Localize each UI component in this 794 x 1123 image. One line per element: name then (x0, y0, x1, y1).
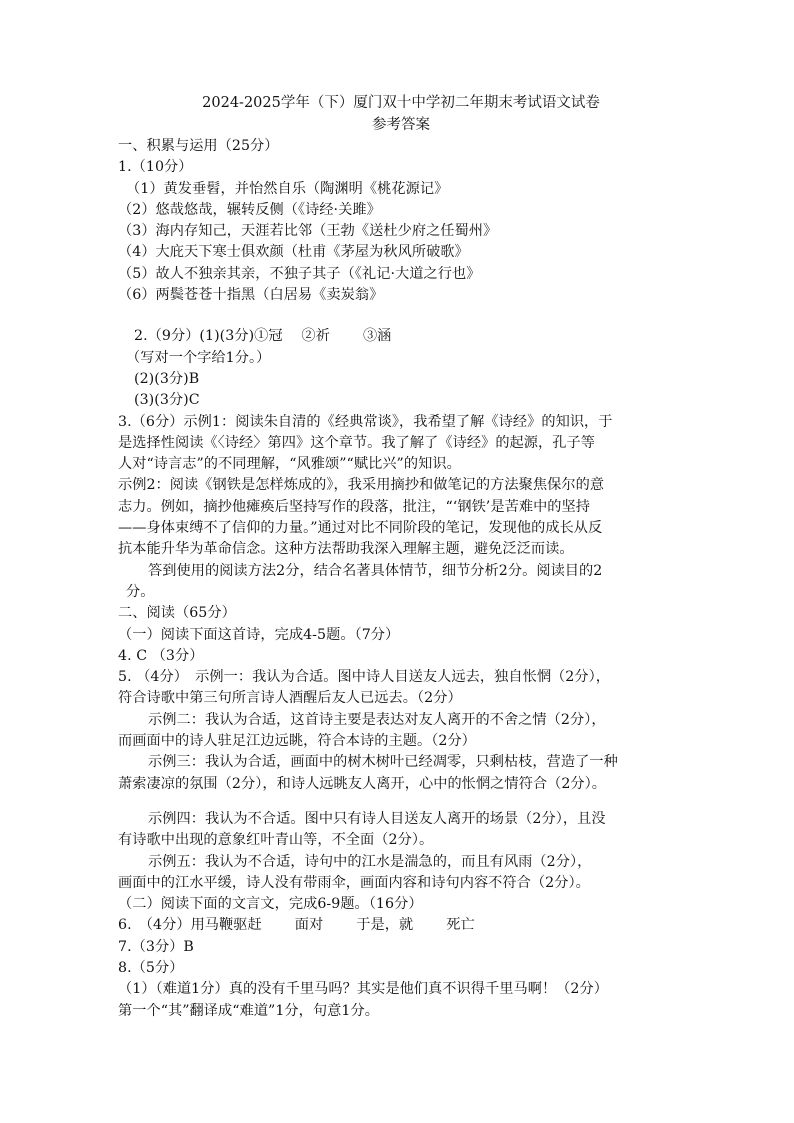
answer-line: 人对“诗言志”的不同理解，“风雅颂”“赋比兴”的知识。 (118, 456, 461, 473)
answer-document (118, 92, 684, 1022)
answer-line: （1）（难道1分）真的没有千里马吗？其实是他们真不识得千里马啊！（2分） (118, 981, 608, 998)
answer-line: (2)(3分)B (134, 370, 200, 387)
subsection-heading: （一）阅读下面这首诗，完成4-5题。（7分） (118, 626, 400, 643)
scoring-note: 答到使用的阅读方法2分，结合名著具体情节，细节分析2分。阅读目的2 (148, 562, 603, 579)
blank-line (118, 795, 684, 809)
answer-line: （6）两鬓苍苍十指黑（白居易《卖炭翁》 (118, 287, 384, 304)
answer-line: 6. （4分）用马鞭驱赶 面对 于是，就 死亡 (118, 917, 475, 934)
scoring-note: 分。 (126, 583, 155, 600)
answer-line: （4）大庇天下寒士俱欢颜（杜甫《茅屋为秋风所破歌》 (118, 244, 469, 261)
answer-line: （1）黄发垂髫，并怡然自乐（陶渊明《桃花源记》 (126, 180, 449, 197)
question-number: 1.（10分） (118, 159, 193, 176)
question-number: 2.（9分）(1)(3分)①冠 ②祈 ③涵 (134, 328, 392, 345)
answer-line: 抗本能升华为革命信念。这种方法帮助我深入理解主题，避免泛泛而读。 (118, 541, 574, 558)
answer-line: 示例四：我认为不合适。图中只有诗人目送友人离开的场景（2分），且没 (148, 810, 606, 827)
answer-line: 而画面中的诗人驻足江边远眺，符合本诗的主题。（2分） (118, 733, 476, 750)
answer-line: 4. C （3分） (118, 647, 204, 664)
answer-note: （写对一个字给1分。） (126, 349, 271, 366)
scoring-note: 第一个“其”翻译成“难道”1分，句意1分。 (118, 1002, 379, 1019)
subsection-heading: （二）阅读下面的文言文，完成6-9题。（16分） (118, 896, 423, 913)
answer-line: 符合诗歌中第三句所言诗人酒醒后友人已远去。（2分） (118, 690, 462, 707)
answer-line: 示例五：我认为不合适，诗句中的江水是湍急的，而且有风雨（2分）， (148, 853, 592, 870)
answer-line: 志力。例如，摘抄他瘫痪后坚持写作的段落，批注，“‘钢铁’是苦难中的坚持 (118, 498, 591, 515)
answer-line: 有诗歌中出现的意象红叶青山等，不全面（2分）。 (118, 832, 434, 849)
answer-line: 萧索凄凉的氛围（2分），和诗人远眺友人离开，心中的怅惘之情符合（2分）。 (118, 775, 607, 792)
question-number: 8.（5分） (118, 959, 184, 976)
answer-line: 5. （4分） 示例一：我认为合适。图中诗人目送友人远去，独自怅惘（2分）， (118, 669, 610, 686)
section-heading: 二、阅读（65分） (118, 605, 236, 622)
answer-line: 示例二：我认为合适，这首诗主要是表达对友人离开的不舍之情（2分）， (148, 711, 606, 728)
answer-line: （3）海内存知己，天涯若比邻（王勃《送杜少府之任蜀州》 (118, 223, 498, 240)
answer-line: 是选择性阅读《〈诗经〉第四》这个章节。我了解了《诗经》的起源，孔子等 (118, 434, 595, 451)
answer-line: (3)(3分)C (134, 392, 200, 409)
answer-line: （2）悠哉悠哉，辗转反侧（《诗经·关雎》 (118, 201, 381, 218)
answer-line: 示例2：阅读《钢铁是怎样炼成的》，我采用摘抄和做笔记的方法聚焦保尔的意 (118, 477, 605, 494)
page-title: 2024-2025学年（下）厦门双十中学初二年期末考试语文试卷 (202, 95, 600, 111)
section-heading: 一、积累与运用（25分） (118, 138, 279, 154)
answer-line: 示例三：我认为合适，画面中的树木树叶已经凋零，只剩枯枝，营造了一种 (148, 754, 618, 771)
answer-line: 7.（3分）B (118, 938, 194, 955)
answer-line: 画面中的江水平缓，诗人没有带雨伞，画面内容和诗句内容不符合（2分）。 (118, 874, 590, 891)
answer-line: （5）故人不独亲其亲，不独子其子（《礼记·大道之行也》 (118, 265, 481, 282)
answer-line: ——身体束缚不了信仰的力量。”通过对比不同阶段的笔记，发现他的成长从反 (118, 520, 603, 537)
answer-line: 3.（6分）示例1：阅读朱自清的《经典常谈》，我希望了解《诗经》的知识，于 (118, 413, 613, 430)
page-subtitle: 参考答案 (372, 117, 430, 133)
blank-line (118, 306, 684, 326)
